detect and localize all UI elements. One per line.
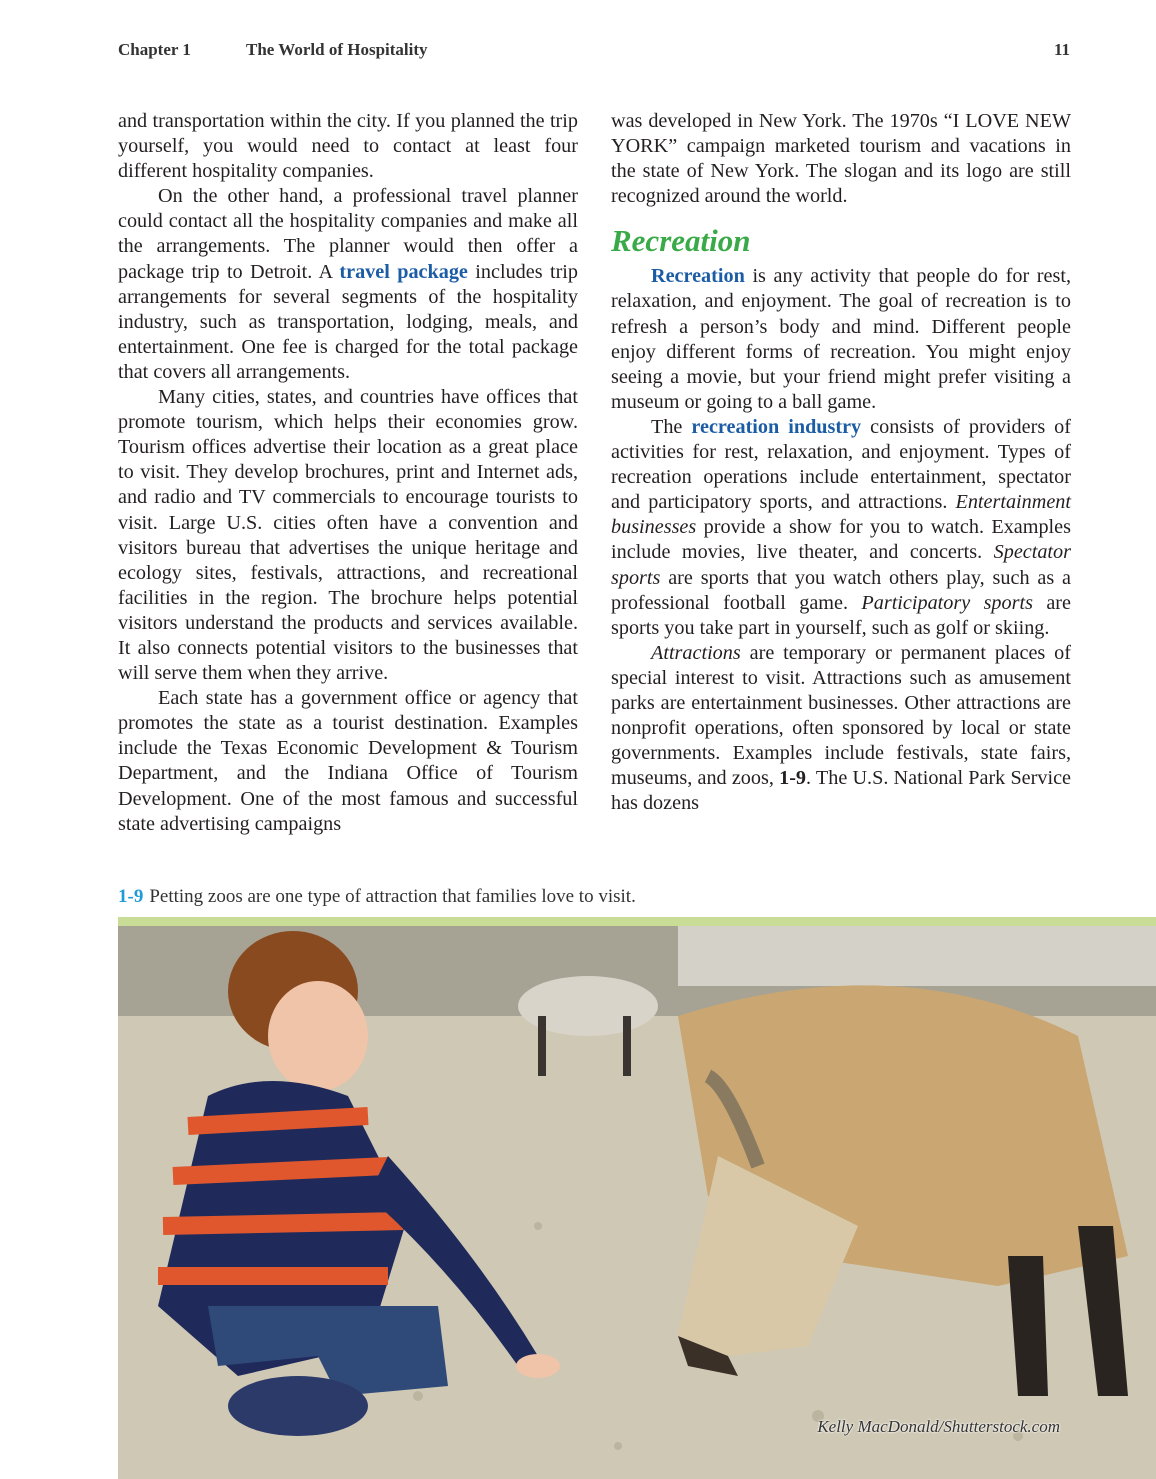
paragraph: and transportation within the city. If you planned the trip yourself, you would need to contact at least four different hospitality companies. [118, 110, 578, 183]
page-number: 11 [1053, 40, 1070, 59]
key-term: travel package [339, 260, 468, 283]
paragraph: The recreation industry consists of providers of activities for rest, relaxation, and enjoyment. Types of recreation operations include entertainment, spectator and participatory sports, and attractions. Entertainment businesses provide a show for you to watch. Examples include movies, live theater, and concerts. Spectator sports are sports that you watch others play, such as a professional football game. Participatory sports are sports you take part in yourself, such as golf or skiing. [611, 415, 1071, 639]
running-header [118, 40, 1070, 68]
caption-text: Petting zoos are one type of attraction that families love to visit. [149, 886, 636, 907]
right-column [611, 109, 1071, 816]
figure-reference[interactable]: 1-9 [779, 767, 807, 790]
key-term: recreation industry [691, 415, 862, 438]
chapter-label: Chapter 1 [118, 40, 191, 59]
left-column [118, 109, 578, 837]
figure-number: 1-9 [118, 886, 144, 907]
petting-zoo-illustration [118, 926, 1156, 1479]
paragraph: Recreation is any activity that people do for rest, relaxation, and enjoyment. The goal of recreation is to refresh a person’s body and mind. Different people enjoy different forms of recreation. You might enjoy seeing a movie, but your friend might prefer visiting a museum or going to a ball game. [611, 265, 1071, 413]
key-term: Recreation [651, 265, 745, 288]
photo-credit: Kelly MacDonald/Shutterstock.com [817, 1417, 1060, 1436]
paragraph: On the other hand, a professional travel planner could contact all the hospitality companies and make all the arrangements. The planner would then offer a package trip to Detroit. A travel package includes trip arrangements for several segments of the hospitality industry, such as transportation, lodging, meals, and entertainment. One fee is charged for the total package that covers all arrangements. [118, 185, 579, 383]
paragraph: was developed in New York. The 1970s “I LOVE NEW YORK” campaign marketed tourism and vacations in the state of New York. The slogan and its logo are still recognized around the world. [611, 110, 1071, 208]
chapter-title: The World of Hospitality [246, 40, 428, 59]
paragraph: Many cities, states, and countries have offices that promote tourism, which helps their economies grow. Tourism offices advertise their location as a great place to visit. They develop brochures, print and Internet ads, and radio and TV commercials to encourage tourists to visit. Large U.S. cities often have a convention and visitors bureau that advertises the unique heritage and ecology sites, festivals, attractions, and recreational facilities in the region. The brochure helps potential visitors understand the products and services available. It also connects potential visitors to the businesses that will serve them when they arrive. [118, 386, 578, 685]
caption-divider [118, 917, 1156, 926]
figure-caption [118, 886, 636, 908]
figure-photo [118, 926, 1156, 1479]
section-heading: Recreation [611, 223, 751, 259]
paragraph: Each state has a government office or agency that promotes the state as a tourist destination. Examples include the Texas Economic Development & Tourism Department, and the Indiana Office of Tourism Development. One of the most famous and successful state advertising campaigns [118, 687, 578, 835]
paragraph: Attractions are temporary or permanent places of special interest to visit. Attractions such as amusement parks are entertainment businesses. Other attractions are nonprofit operations, often sponsored by local or state governments. Examples include festivals, state fairs, museums, and zoos, 1-9. The U.S. National Park Service has dozens [611, 641, 1071, 815]
